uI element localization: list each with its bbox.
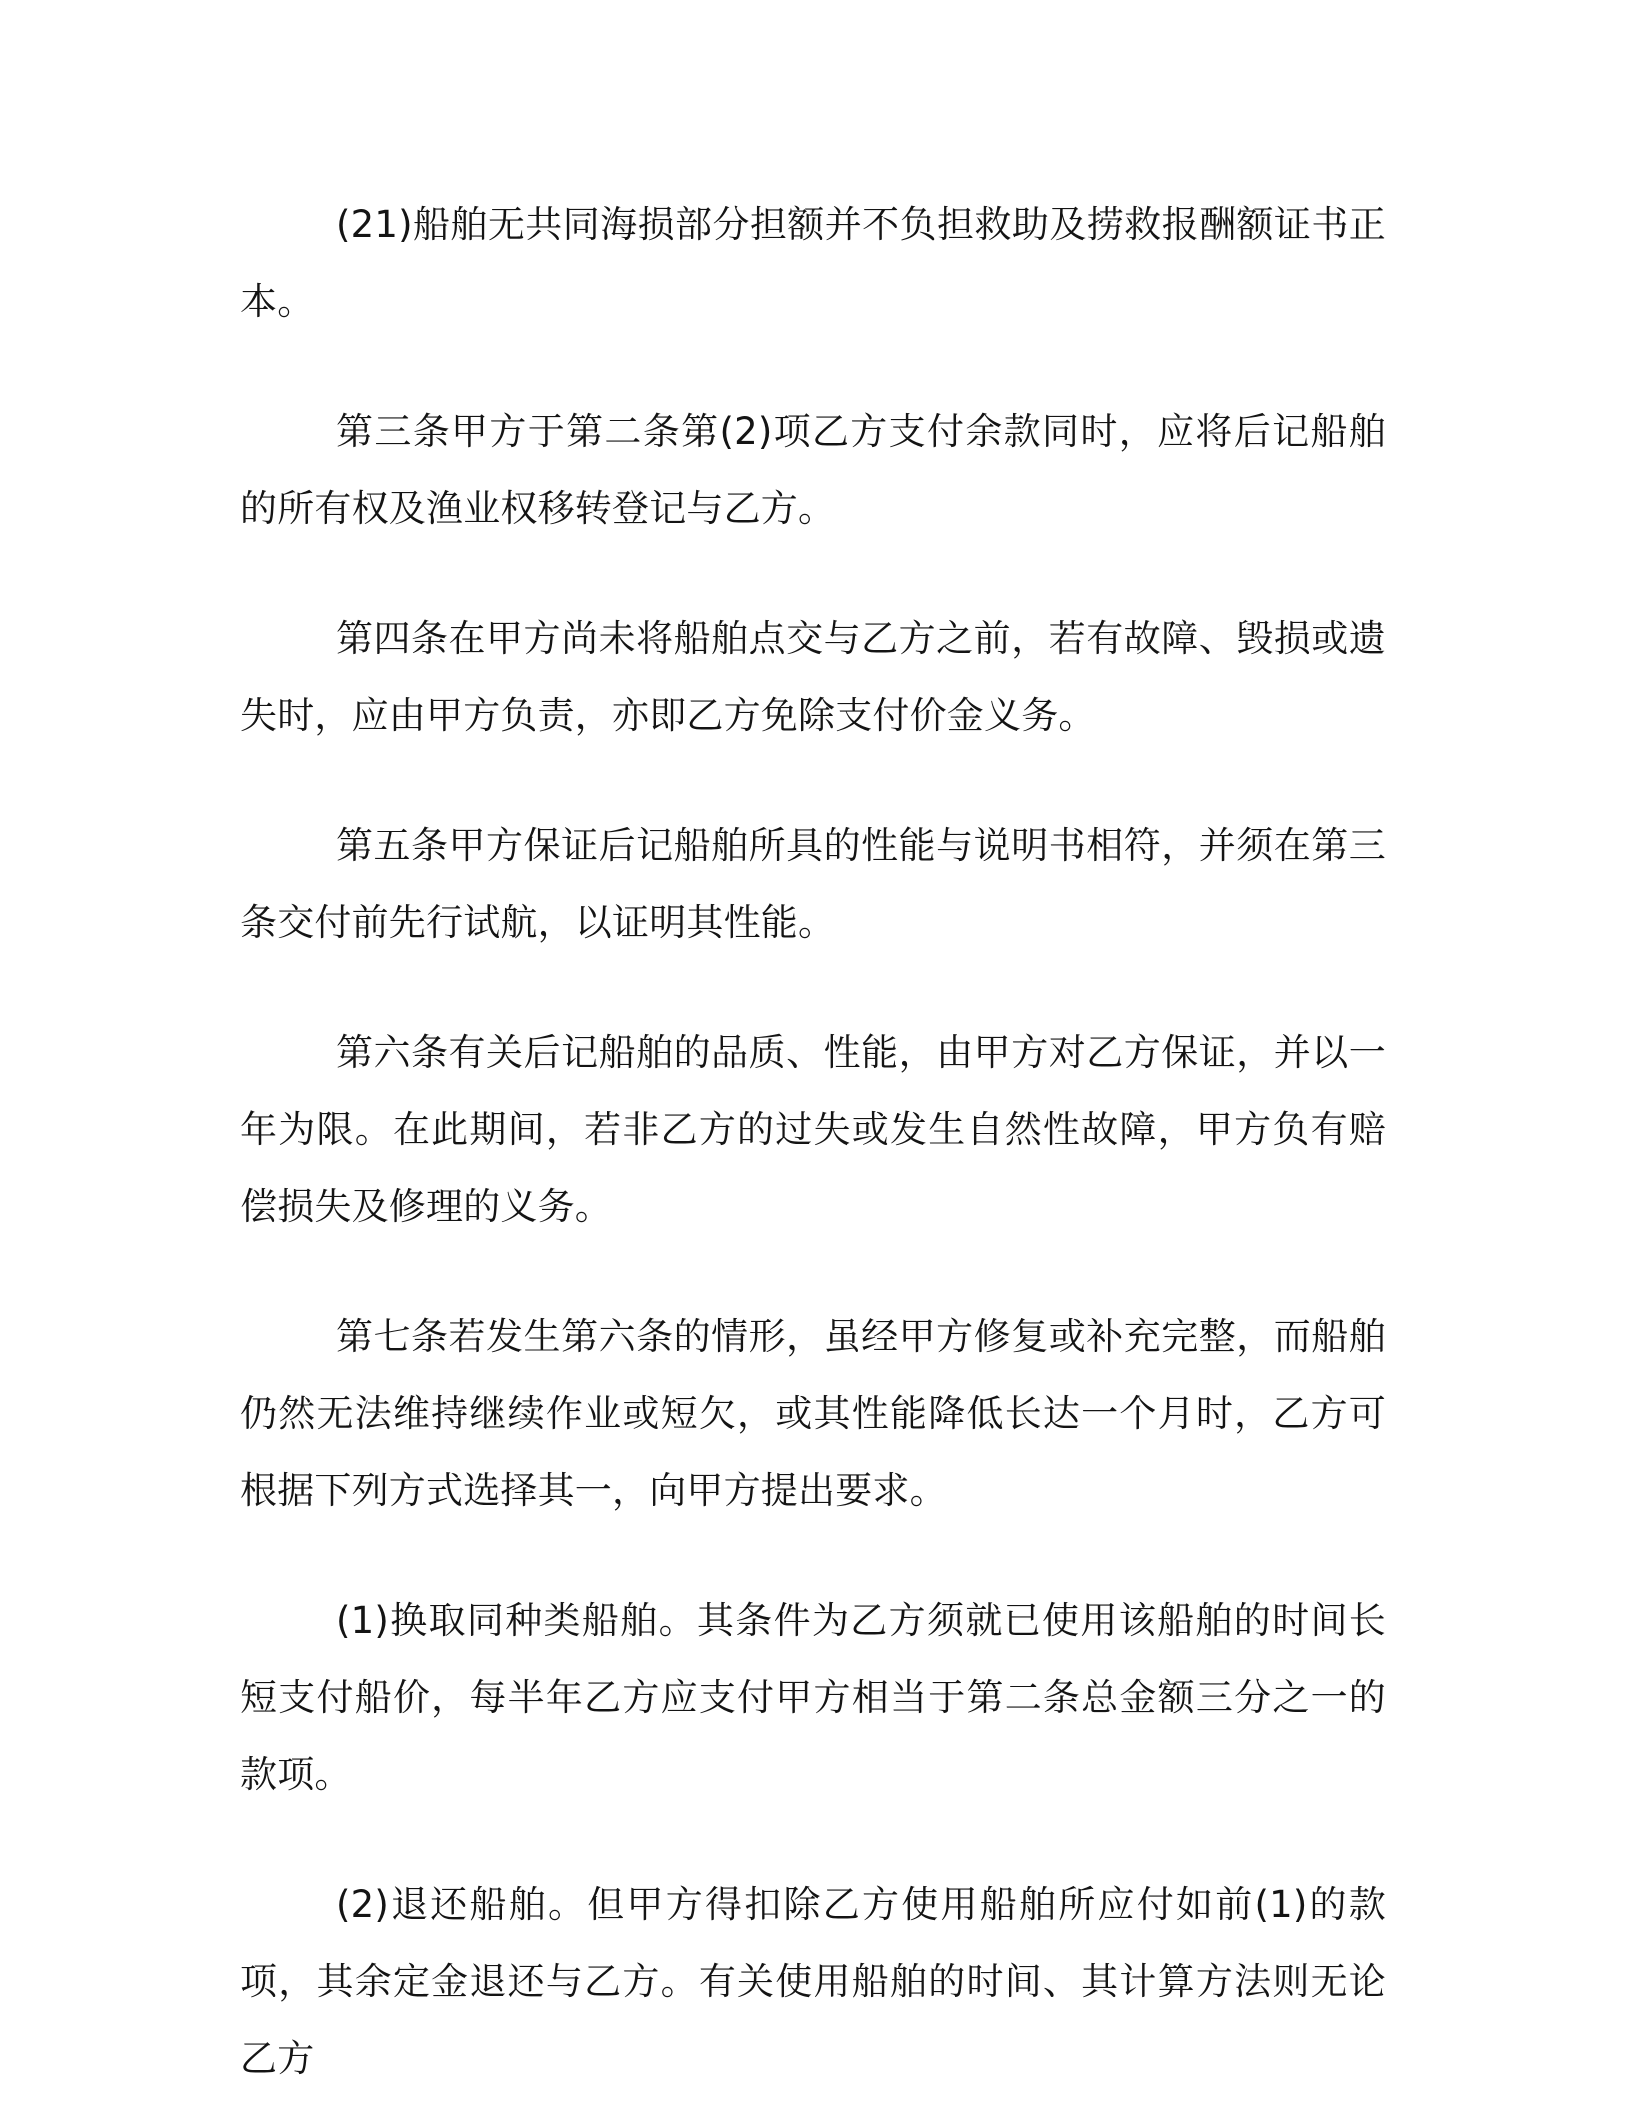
paragraph-article-3: 第三条甲方于第二条第(2)项乙方支付余款同时，应将后记船舶的所有权及渔业权移转登记与乙方。 [240,410,1386,530]
paragraph-item-21-certificate: (21)船舶无共同海损部分担额并不负担救助及捞救报酬额证书正本。 [240,203,1386,323]
paragraph-option-2: (2)退还船舶。但甲方得扣除乙方使用船舶所应付如前(1)的款项，其余定金退还与乙方。有关使用船舶的时间、其计算方法则无论乙方 [240,1883,1386,2080]
paragraph-option-1: (1)换取同种类船舶。其条件为乙方须就已使用该船舶的时间长短支付船价，每半年乙方应支付甲方相当于第二条总金额三分之一的款项。 [240,1599,1386,1796]
paragraph-article-4: 第四条在甲方尚未将船舶点交与乙方之前，若有故障、毁损或遗失时，应由甲方负责，亦即乙方免除支付价金义务。 [240,617,1386,737]
paragraph-article-7: 第七条若发生第六条的情形，虽经甲方修复或补充完整，而船舶仍然无法维持继续作业或短欠，或其性能降低长达一个月时，乙方可根据下列方式选择其一，向甲方提出要求。 [240,1315,1386,1512]
paragraph-article-6: 第六条有关后记船舶的品质、性能，由甲方对乙方保证，并以一年为限。在此期间，若非乙方的过失或发生自然性故障，甲方负有赔偿损失及修理的义务。 [240,1031,1386,1228]
document-body [240,186,1386,2097]
paragraph-article-5: 第五条甲方保证后记船舶所具的性能与说明书相符，并须在第三条交付前先行试航，以证明其性能。 [240,824,1386,944]
